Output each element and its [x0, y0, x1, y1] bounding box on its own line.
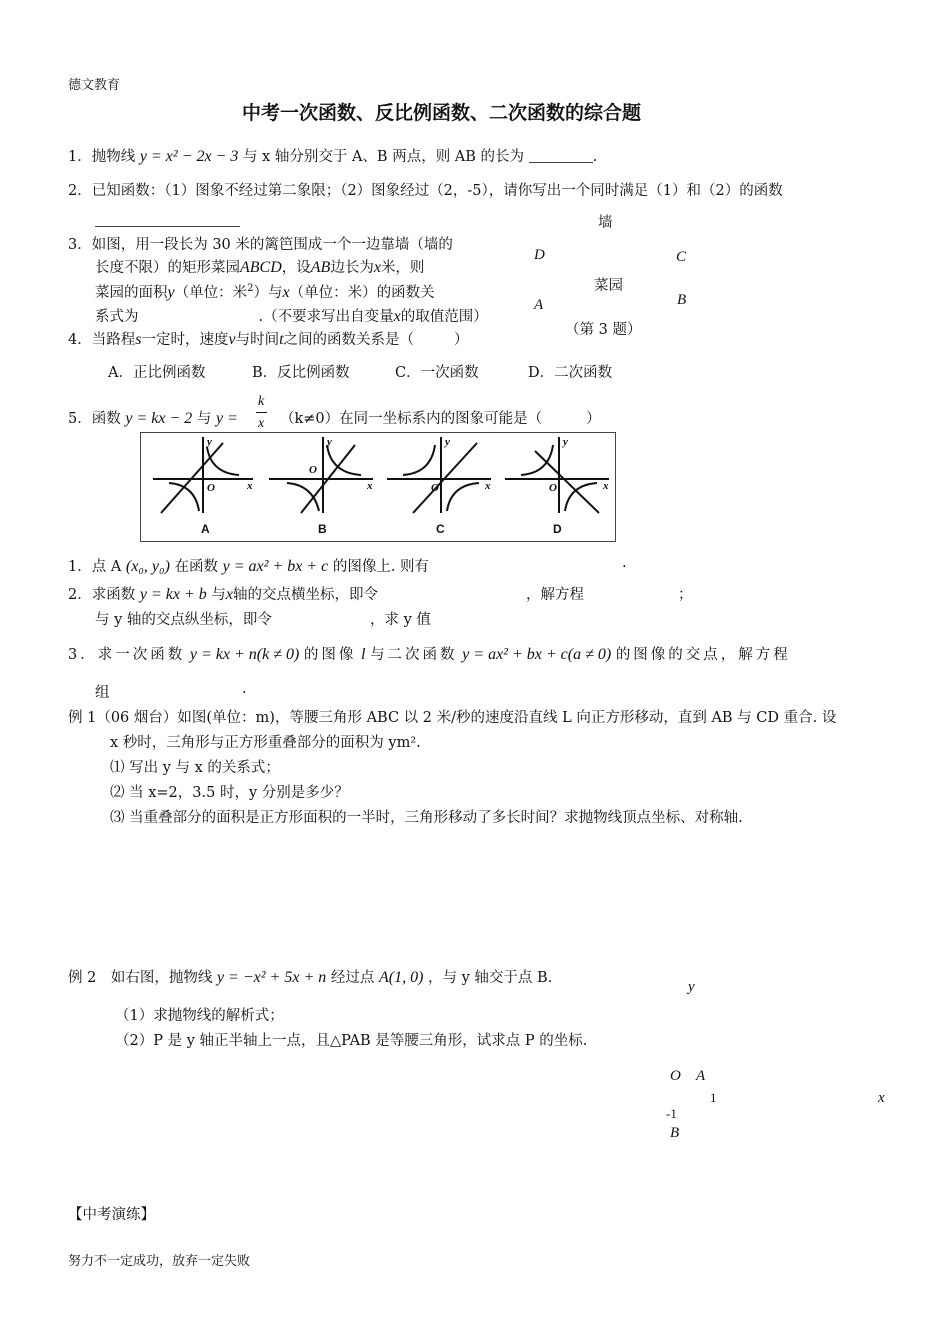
q1-text: 与 x 轴分别交于 A、B 两点，则 AB 的长为 [242, 149, 525, 165]
question-4: 4．当路程s一定时，速度v与时间t之间的函数关系是（ ） [68, 331, 469, 348]
hyperbola-branch [207, 447, 239, 475]
graph-choices [140, 432, 616, 542]
question-3-line2: 长度不限）的矩形菜园ABCD，设AB边长为x米，则 [95, 259, 425, 276]
figure-garden-label: 菜园 [594, 278, 623, 294]
graph-option-b[interactable] [269, 437, 373, 513]
origin-label: O [207, 482, 215, 494]
axis-x-label: x [485, 480, 491, 492]
origin-label: O [549, 482, 557, 494]
question-3-line1: 3．如图，用一段长为 30 米的篱笆围成一个一边靠墙（墙的 [68, 237, 453, 253]
graph-label-b: B [318, 522, 327, 536]
section-heading: 【中考演练】 [68, 1207, 155, 1223]
axis-x-label: x [603, 480, 609, 492]
question-5-tail: （k≠0）在同一坐标系内的图象可能是（ ） [280, 411, 601, 427]
point-1: 1．点 A (x₀, y₀) 在函数 y = ax² + bx + c 的图像上. 则有 [68, 558, 430, 575]
axis-y-label: y [563, 436, 568, 448]
question-5: 5．函数 y = kx − 2 与 y = [68, 410, 238, 427]
q4-option-a[interactable]: A．正比例函数 [108, 365, 206, 381]
question-3-line3: 菜园的面积y（单位：米$^2$）与x（单位：米）的函数关 [95, 283, 435, 301]
example-1-item-3: ⑶ 当重叠部分的面积是正方形面积的一半时，三角形移动了多长时间？求抛物线顶点坐标、对称轴. [110, 810, 743, 826]
graph-option-d[interactable] [505, 437, 609, 513]
graph-option-a[interactable] [153, 437, 253, 513]
point-2: 2．求函数 y = kx + b 与x轴的交点横坐标，即令 [68, 586, 378, 603]
origin-label: O [309, 464, 317, 476]
answer-blank[interactable] [529, 148, 593, 163]
graph-label-c: C [436, 522, 445, 536]
point-2-line2a: 与 y 轴的交点纵坐标，即令 [95, 612, 272, 628]
answer-blank[interactable] [95, 212, 240, 227]
question-3-line4: 系式为 .（不要求写出自变量x的取值范围） [95, 308, 488, 325]
axis-x-label: x [367, 480, 373, 492]
point-3-end: . [242, 681, 247, 697]
example-1-item-1: ⑴ 写出 y 与 x 的关系式； [110, 760, 280, 776]
point-2-semicolon: ； [678, 587, 693, 603]
ex2-point-A: A [696, 1068, 706, 1084]
graph-label-d: D [553, 522, 562, 536]
axis-y-label: y [327, 436, 332, 448]
example-2-item-1: （1）求抛物线的解析式； [115, 1008, 284, 1024]
figure-point-D: D [534, 247, 545, 263]
q1-number: 1．抛物线 [68, 149, 136, 165]
example-1-line2: x 秒时，三角形与正方形重叠部分的面积为 ym². [110, 735, 421, 751]
q5-fraction-den: x [258, 416, 265, 431]
ex2-axis-y: y [688, 979, 695, 995]
point-2-solve: ，解方程 [526, 587, 584, 603]
example-1-item-2: ⑵ 当 x=2，3.5 时，y 分别是多少？ [110, 785, 349, 801]
q1-formula: y = x² − 2x − 3 [139, 148, 239, 165]
figure-point-C: C [676, 249, 687, 265]
origin-label: O [431, 482, 439, 494]
hyperbola-branch [521, 445, 553, 475]
page-title: 中考一次函数、反比例函数、二次函数的综合题 [242, 102, 642, 124]
ex2-point-B: B [670, 1125, 680, 1141]
example-1-line1: 例 1（06 烟台）如图(单位：m)，等腰三角形 ABC 以 2 米/秒的速度沿直线 L 向正方形移动，直到 AB 与 CD 重合. 设 [68, 710, 837, 726]
ex2-tick-1: 1 [710, 1090, 717, 1105]
q5-fraction-num: k [258, 394, 265, 409]
graph-choices-svg [141, 433, 615, 541]
question-2: 2．已知函数：（1）图象不经过第二象限；（2）图象经过（2，-5），请你写出一个同时满足（1）和（2）的函数 [68, 183, 783, 199]
point-2-line2b: ，求 y 值 [370, 612, 431, 628]
hyperbola-branch [447, 483, 479, 511]
header-org: 德文教育 [68, 78, 121, 93]
figure-caption: （第 3 题） [565, 322, 642, 338]
axis-y-label: y [445, 436, 450, 448]
example-2: 例 2 如右图，抛物线 y = −x² + 5x + n 经过点 A(1, 0) ，与 y 轴交于点 B. [68, 969, 553, 986]
ex2-origin: O [670, 1068, 681, 1084]
point-3-line2: 组 [95, 685, 110, 701]
question-1: 1．抛物线 y = x² − 2x − 3 与 x 轴分别交于 A、B 两点，则 AB 的长为 . [68, 148, 598, 165]
axis-x-label: x [247, 480, 253, 492]
q4-option-d[interactable]: D．二次函数 [528, 365, 613, 381]
ex2-tick-neg1: -1 [666, 1106, 677, 1121]
figure-point-B: B [677, 292, 687, 308]
q4-option-c[interactable]: C．一次函数 [395, 365, 479, 381]
point-1-end: . [622, 555, 627, 571]
hyperbola-branch [403, 445, 435, 475]
q5-fraction-bar [256, 412, 267, 413]
figure-wall-label: 墙 [598, 215, 613, 231]
point-3: 3．求一次函数 y = kx + n(k ≠ 0) 的图像 l 与二次函数 y = ax² + bx + c(a ≠ 0) 的图像的交点，解方程 [68, 646, 791, 663]
ex2-axis-x: x [878, 1090, 885, 1106]
graph-option-c[interactable] [387, 437, 491, 513]
q4-option-b[interactable]: B．反比例函数 [252, 365, 350, 381]
footer-motto: 努力不一定成功，放弃一定失败 [68, 1254, 251, 1269]
graph-label-a: A [201, 522, 210, 536]
figure-point-A: A [534, 297, 544, 313]
axis-y-label: y [207, 436, 212, 448]
example-2-item-2: （2）P 是 y 轴正半轴上一点，且△PAB 是等腰三角形，试求点 P 的坐标. [115, 1033, 588, 1049]
